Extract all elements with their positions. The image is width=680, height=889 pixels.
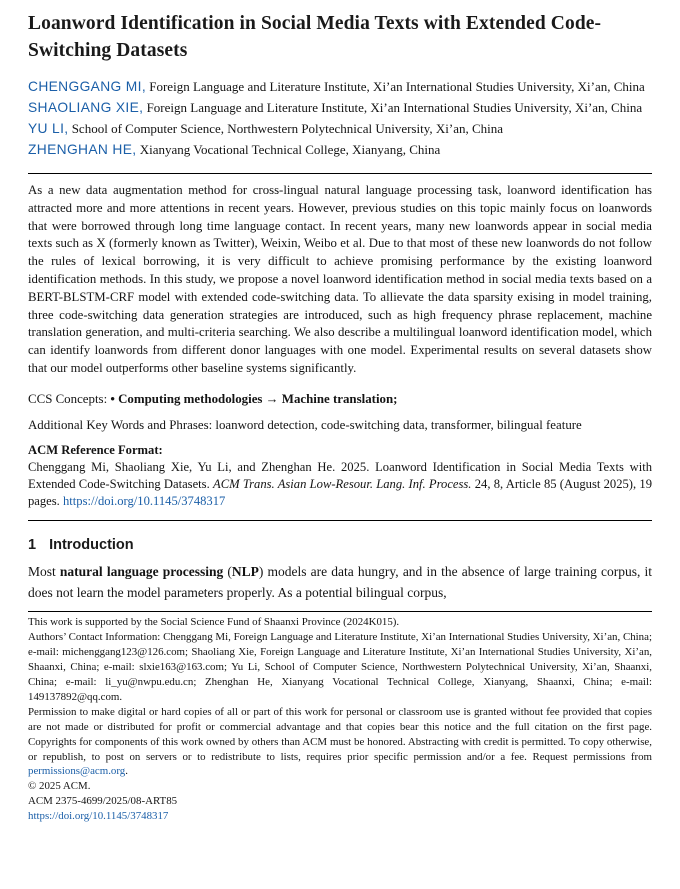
author-affiliation: Foreign Language and Literature Institute, Xi’an International Studies University, Xi’an, China [146, 100, 643, 115]
intro-bold-term: NLP [231, 563, 259, 579]
section-heading-introduction [28, 535, 652, 555]
ccs-label: CCS Concepts: [28, 391, 108, 406]
funding-note: This work is supported by the Social Science Fund of Shaanxi Province (2024K015). [28, 616, 400, 629]
reference-heading: ACM Reference Format: [28, 442, 163, 457]
permission-period: . [125, 765, 128, 778]
citation-tail: 24, 8, Article 85 (August 2025), 19 pages. [28, 476, 652, 508]
intro-bold-term: natural language processing [59, 563, 224, 579]
copyright-line: © 2025 ACM. [28, 780, 91, 793]
acm-reference-format [28, 442, 652, 510]
author-row [28, 76, 652, 97]
ccs-content: • Computing methodologies → Machine translation; [110, 391, 398, 406]
abstract-top-divider [28, 173, 652, 174]
author-affiliation: School of Computer Science, Northwestern Polytechnical University, Xi’an, China [71, 121, 504, 136]
section-title: Introduction [49, 536, 134, 553]
author-name: SHAOLIANG XIE, [28, 100, 144, 115]
citation-text: Chenggang Mi, Shaoliang Xie, Yu Li, and Zhenghan He. 2025. Loanword Identification in Social Media Texts with Extended Code-Switching Datasets. [28, 459, 652, 491]
keywords-line: Additional Key Words and Phrases: loanword detection, code-switching data, transformer, bilingual feature [28, 417, 582, 432]
author-name: CHENGGANG MI, [28, 79, 146, 94]
abstract-text: As a new data augmentation method for cross-lingual natural language processing task, loanword identification has attracted more and more attentions in recent years. However, previous studies on this topic mainly focus on loanwords that were borrowed through long time language contact. In recent years, many new loanwords appear in social media texts such as X (formerly known as Twitter), Weixin, Weibo et al. Due to that most of these new loanwords do not follow the rules of lexical borrowing, it is very difficult to achieve promising performance by the existing loanword identification methods. In this study, we propose a novel loanword identification method in social media texts based on a BERT-BLSTM-CRF model with extended code-switching data. To allievate the data sparsity exising in model training, three code-switching data generation strategies are introduced, such as high frequency phrase replacement, machine translation generation, and multi-criteria searching. We also describe a multilingual loanword identification model, which can identify loanwords from different donor languages with one model. Experimental results on several datasets show that our model outperforms other baseline systems significantly. [28, 183, 652, 375]
doi-link[interactable]: https://doi.org/10.1145/3748317 [62, 493, 226, 508]
author-row [28, 139, 652, 160]
footnote-divider [28, 611, 652, 612]
author-name: YU LI, [28, 121, 69, 136]
ccs-concepts [28, 390, 652, 408]
introduction-paragraph [28, 561, 652, 604]
author-row [28, 97, 652, 118]
intro-text: ( [227, 563, 232, 579]
bottom-doi-link[interactable]: https://doi.org/10.1145/3748317 [28, 810, 169, 823]
issn-article-line: ACM 2375-4699/2025/08-ART85 [28, 795, 178, 808]
section-number: 1 [28, 536, 37, 553]
authors-contact-note: Authors’ Contact Information: Chenggang Mi, Foreign Language and Literature Institute, Xi’an International Studies University, Xi’an, China; e-mail: michenggang123@126.com; Shaoliang Xie, Foreign Language and Literature Institute, Xi’an International Studies University, Xi’an, Shaanxi, China; e-mail: slxie163@163.com; Yu Li, School of Computer Science, Northwestern Polytechnical University, Xi’an, Shaanxi, China; e-mail: li_yu@nwpu.edu.cn; Zhenghan He, Xianyang Vocational Technical College, Xianyang, Shaanxi, China; e-mail: 149137892@qq.com. [28, 631, 652, 703]
intro-text: ) models are data hungry, and in the absence of large training corpus, it does not learn the model parameters properly. As a potential bilingual corpus, [28, 563, 653, 601]
reference-citation [28, 459, 652, 510]
permission-text: Permission to make digital or hard copies of all or part of this work for personal or classroom use is granted without fee provided that copies are not made or distributed for profit or commercial advantage and that copies bear this notice and the full citation on the first page. Copyrights for components of this work owned by others than ACM must be honored. Abstracting with credit is permitted. To copy otherwise, or republish, to post on servers or to redistribute to lists, requires prior specific permission and/or a fee. Request permissions from [28, 705, 652, 763]
intro-text: Most [28, 563, 56, 579]
journal-name: ACM Trans. Asian Low-Resour. Lang. Inf. Process. [213, 476, 472, 491]
permissions-email-link[interactable]: permissions@acm.org [28, 765, 126, 778]
author-affiliation: Foreign Language and Literature Institute, Xi’an International Studies University, Xi’an, China [149, 79, 645, 94]
paper-title: Loanword Identification in Social Media Texts with Extended Code-Switching Datasets [28, 13, 602, 61]
footnote-block [28, 615, 652, 824]
body-top-divider [28, 520, 652, 521]
author-row [28, 118, 652, 139]
author-name: ZHENGHAN HE, [28, 142, 137, 157]
permission-note [28, 705, 652, 780]
author-affiliation: Xianyang Vocational Technical College, Xianyang, China [139, 142, 441, 157]
author-block [28, 76, 652, 160]
